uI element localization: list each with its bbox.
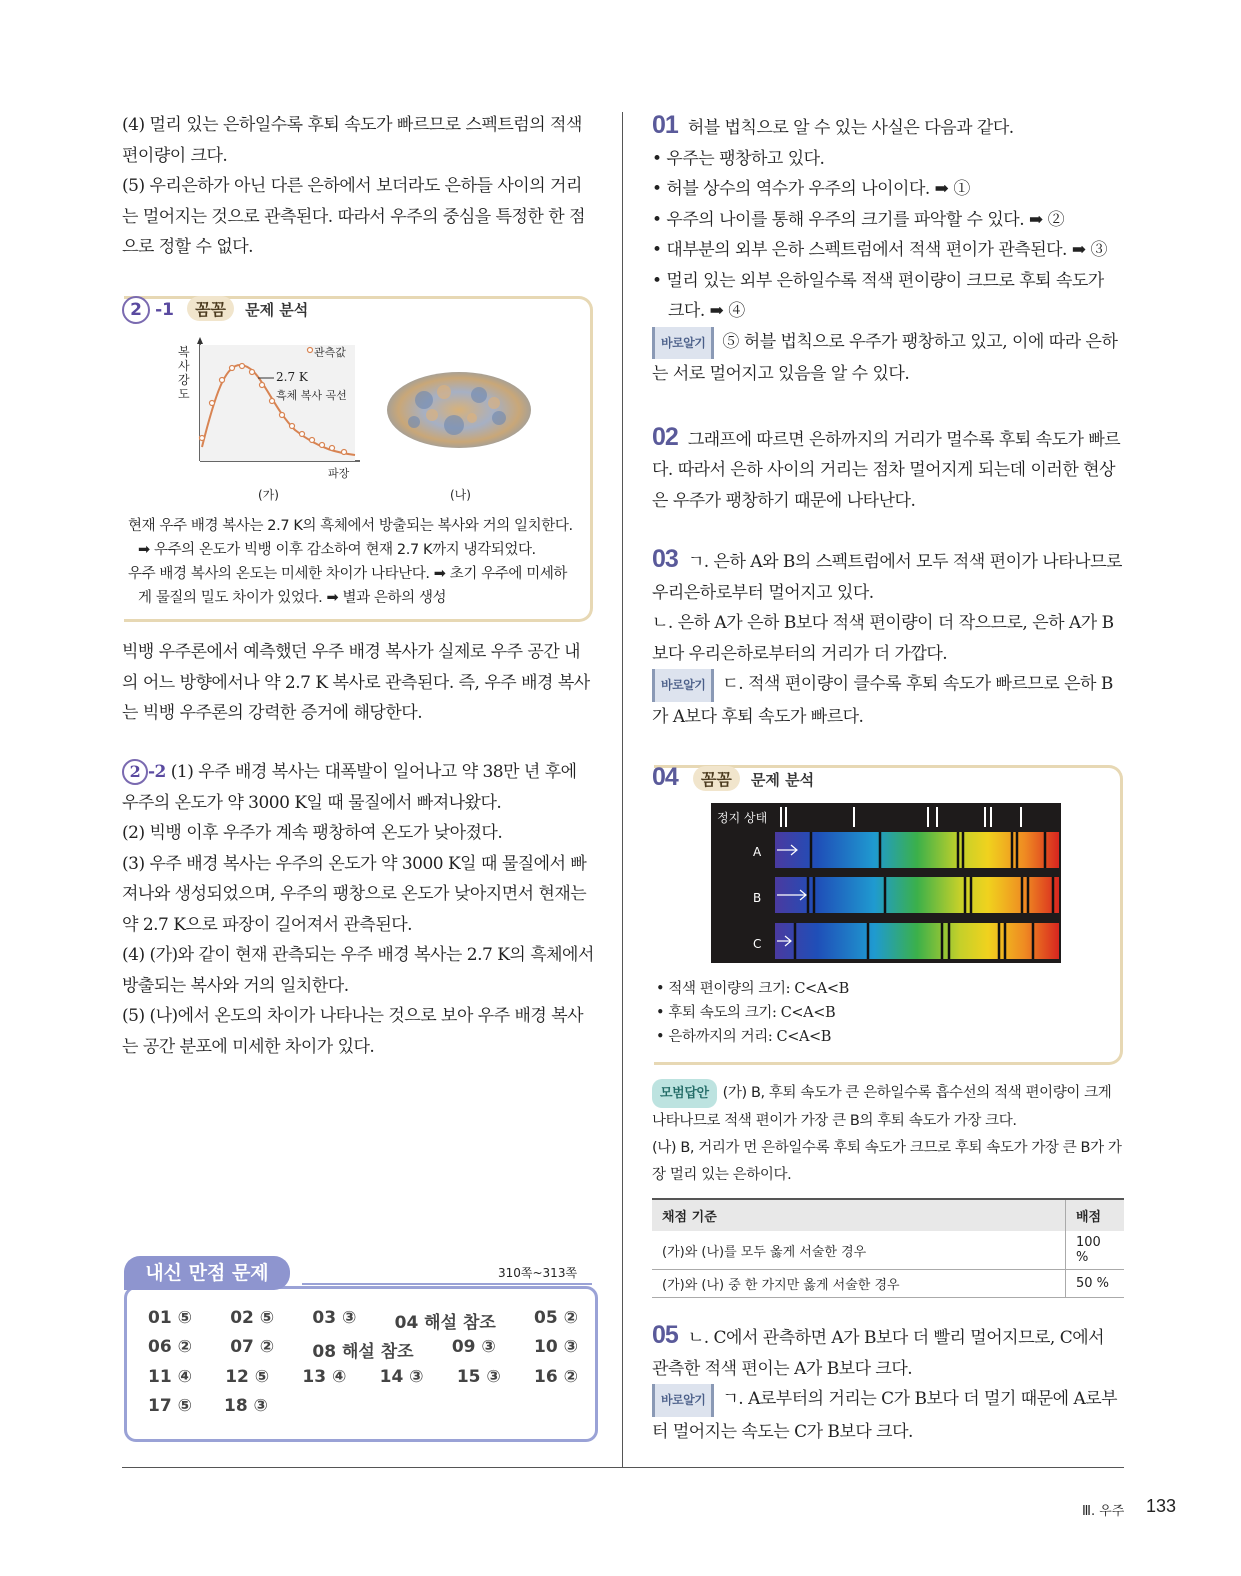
title-underline xyxy=(302,1283,592,1285)
question-05 xyxy=(652,1320,1124,1447)
graph-ylabel: 복사강도 xyxy=(178,345,190,401)
row-label: C xyxy=(753,937,762,951)
answer-line: (1) 우주 배경 복사는 대폭발이 일어나고 약 38만 년 후에 우주의 온도가 약 3000 K일 때 물질에서 빠져나왔다. xyxy=(122,762,577,813)
answer-item: 17 ⑤ xyxy=(148,1396,192,1416)
answer-item: 11 ④ xyxy=(148,1367,192,1387)
page-range: 310쪽~313쪽 xyxy=(498,1266,578,1280)
answer-item: 03 ③ xyxy=(312,1308,357,1328)
bullet-item: • 적색 편이량의 크기: C<A<B xyxy=(656,981,849,997)
question-sub: -1 xyxy=(155,300,174,320)
answer-line: (3) 우주 배경 복사는 우주의 온도가 약 3000 K일 때 물질에서 빠져나와 생성되었으며, 우주의 팽창으로 온도가 낮아지면서 현재는 약 2.7 K으로 파장이 길어져서 관측된다. xyxy=(122,853,587,935)
answer-line: (4) (가)와 같이 현재 관측되는 우주 배경 복사는 2.7 K의 흑체에서 방출되는 복사와 거의 일치한다. xyxy=(122,945,594,996)
spectrum-figure xyxy=(711,803,1061,963)
model-answer xyxy=(652,1079,1124,1189)
bullet-item: • 허블 상수의 역수가 우주의 나이이다. ➡ ① xyxy=(652,179,970,199)
page-number: 133 xyxy=(1146,1496,1177,1516)
baro-label: 바로알기 xyxy=(652,327,714,360)
grading-table xyxy=(652,1198,1124,1298)
graph-xlabel: 파장 xyxy=(328,467,350,480)
box-header xyxy=(122,296,308,324)
answer-item: 10 ③ xyxy=(534,1337,578,1357)
question-2-2 xyxy=(122,757,596,1062)
question-sub: -2 xyxy=(148,762,166,782)
bullet-item: • 후퇴 속도의 크기: C<A<B xyxy=(656,1005,836,1021)
answer-item: 09 ③ xyxy=(451,1337,496,1357)
question-intro: 허블 법칙으로 알 수 있는 사실은 다음과 같다. xyxy=(687,118,1014,138)
question-number: 2 xyxy=(122,759,148,785)
answer-item: 16 ② xyxy=(534,1367,578,1387)
answer-item: 12 ⑤ xyxy=(225,1367,270,1387)
paragraph: 빅뱅 우주론에서 예측했던 우주 배경 복사가 실제로 우주 공간 내의 어느 방향에서나 약 2.7 K 복사로 관측된다. 즉, 우주 배경 복사는 빅뱅 우주론의 강력한 증거에 해당한다. xyxy=(122,642,590,723)
answer-item: 15 ③ xyxy=(456,1367,501,1387)
answer-key-title: 내신 만점 문제 xyxy=(124,1256,290,1290)
answer-item: 02 ⑤ xyxy=(230,1308,275,1328)
box-title: 문제 분석 xyxy=(750,771,815,789)
ggomggom-tag: 꼼꼼 xyxy=(693,766,740,791)
paragraph: (4) 멀리 있는 은하일수록 후퇴 속도가 빠르므로 스펙트럼의 적색 편이량이 크다. xyxy=(122,115,582,166)
table-header: 채점 기준 xyxy=(652,1199,1066,1231)
paragraph: (5) 우리은하가 아닌 다른 은하에서 보더라도 은하들 사이의 거리는 멀어지는 것으로 관측된다. 따라서 우주의 중심을 특정한 한 점으로 정할 수 없다. xyxy=(122,176,586,257)
baro-label: 바로알기 xyxy=(652,669,714,702)
answer-item: 07 ② xyxy=(230,1337,275,1357)
answer-line: (5) (나)에서 온도의 차이가 나타나는 것으로 보아 우주 배경 복사는 공간 분포에 미세한 차이가 있다. xyxy=(122,1006,584,1057)
question-number: 2 xyxy=(122,296,150,324)
column-divider xyxy=(622,112,623,1468)
answer-row xyxy=(148,1396,268,1416)
answer-item: 13 ④ xyxy=(302,1367,347,1387)
left-column xyxy=(122,110,596,263)
table-header: 배점 xyxy=(1066,1199,1125,1231)
cmb-map-image xyxy=(384,370,534,450)
footer-rule xyxy=(122,1467,1124,1468)
right-column xyxy=(652,110,1124,732)
answer-text: (나) B, 거리가 먼 은하일수록 후퇴 속도가 크므로 후퇴 속도가 가장 큰 B가 가장 멀리 있는 은하이다. xyxy=(652,1140,1122,1183)
answer-row xyxy=(148,1367,578,1387)
table-cell: 100 % xyxy=(1066,1231,1125,1270)
answer-line: (2) 빅뱅 이후 우주가 계속 팽창하여 온도가 낮아졌다. xyxy=(122,823,503,843)
row-label: A xyxy=(753,845,762,859)
model-answer-label: 모범답안 xyxy=(652,1079,717,1108)
answer-item: 04 해설 참조 xyxy=(394,1313,496,1333)
table-cell: (가)와 (나) 중 한 가지만 옳게 서술한 경우 xyxy=(652,1270,1066,1298)
curve-label: 흑체 복사 곡선 xyxy=(276,389,347,402)
rest-label: 정지 상태 xyxy=(717,811,768,825)
bullet-item: 현재 우주 배경 복사는 2.7 K의 흑체에서 방출되는 복사와 거의 일치한다. ➡ 우주의 온도가 빅뱅 이후 감소하여 현재 2.7 K까지 냉각되었다. xyxy=(128,518,573,558)
answer-row xyxy=(148,1308,578,1333)
baro-label: 바로알기 xyxy=(652,1384,714,1417)
graph-legend: 관측값 xyxy=(314,346,346,359)
answer-item: 08 해설 참조 xyxy=(312,1342,414,1362)
row-label: B xyxy=(753,891,762,905)
answer-item: 14 ③ xyxy=(379,1367,424,1387)
box-title: 문제 분석 xyxy=(245,301,309,319)
footer-section: Ⅲ. 우주 xyxy=(1082,1504,1125,1519)
box-bullets xyxy=(124,514,580,610)
question-number: 03 xyxy=(652,545,678,573)
bullet-item: • 우주의 나이를 통해 우주의 크기를 파악할 수 있다. ➡ ② xyxy=(652,209,1065,230)
bullet-item: 우주 배경 복사의 온도는 미세한 차이가 나타난다. ➡ 초기 우주에 미세하게 물질의 밀도 차이가 있었다. ➡ 별과 은하의 생성 xyxy=(128,566,568,606)
answer-item: 01 ⑤ xyxy=(148,1308,192,1328)
answer-text: ㄴ. 은하 A가 은하 B보다 적색 편이량이 더 작으므로, 은하 A가 B보다 우리은하로부터의 거리가 더 가깝다. xyxy=(652,613,1114,664)
table-row xyxy=(652,1270,1124,1298)
question-number: 05 xyxy=(652,1321,678,1349)
bullet-item: • 은하까지의 거리: C<A<B xyxy=(656,1029,832,1045)
answer-row xyxy=(148,1337,578,1362)
question-number: 01 xyxy=(652,111,678,139)
spectrum-bars xyxy=(711,803,1061,963)
curve-label: 2.7 K xyxy=(276,370,308,384)
answer-item: 05 ② xyxy=(534,1308,578,1328)
caption: (가) xyxy=(258,488,279,502)
answer-item: 18 ③ xyxy=(223,1396,268,1416)
answer-text: ㄴ. C에서 관측하면 A가 B보다 더 빨리 멀어지므로, C에서 관측한 적색 편이는 A가 B보다 크다. xyxy=(652,1328,1105,1379)
caption: (나) xyxy=(450,488,471,502)
baro-text: ⑤ 허블 법칙으로 우주가 팽창하고 있고, 이에 따라 은하는 서로 멀어지고 있음을 알 수 있다. xyxy=(652,331,1118,384)
answer-item: 06 ② xyxy=(148,1337,192,1357)
question-number: 04 xyxy=(652,763,678,791)
answer-text: ㄱ. 은하 A와 B의 스펙트럼에서 모두 적색 편이가 나타나므로 우리은하로부터 멀어지고 있다. xyxy=(652,552,1122,603)
baro-text: ㄷ. 적색 편이량이 클수록 후퇴 속도가 빠르므로 은하 B가 A보다 후퇴 속도가 빠르다. xyxy=(652,674,1113,727)
table-row xyxy=(652,1231,1124,1270)
table-cell: (가)와 (나)를 모두 옳게 서술한 경우 xyxy=(652,1231,1066,1270)
question-number: 02 xyxy=(652,422,678,451)
bullet-item: • 멀리 있는 외부 은하일수록 적색 편이량이 크므로 후퇴 속도가 크다. ➡ ④ xyxy=(652,270,1104,321)
q04-bullets xyxy=(656,977,849,1049)
answer-text: (가) B, 후퇴 속도가 큰 은하일수록 흡수선의 적색 편이량이 크게 나타나므로 적색 편이가 가장 큰 B의 후퇴 속도가 가장 크다. xyxy=(652,1085,1112,1129)
box-header xyxy=(652,763,814,792)
baro-text: ㄱ. A로부터의 거리는 C가 B보다 더 멀기 때문에 A로부터 멀어지는 속도는 C가 B보다 크다. xyxy=(652,1389,1118,1442)
bullet-item: • 대부분의 외부 은하 스펙트럼에서 적색 편이가 관측된다. ➡ ③ xyxy=(652,240,1108,260)
bullet-item: • 우주는 팽창하고 있다. xyxy=(652,148,825,169)
answer-text: 그래프에 따르면 은하까지의 거리가 멀수록 후퇴 속도가 빠르다. 따라서 은하 사이의 거리는 점차 멀어지게 되는데 이러한 현상은 우주가 팽창하기 때문에 나타난다. xyxy=(652,429,1121,511)
table-cell: 50 % xyxy=(1066,1270,1125,1298)
ggomggom-tag: 꼼꼼 xyxy=(187,296,234,321)
